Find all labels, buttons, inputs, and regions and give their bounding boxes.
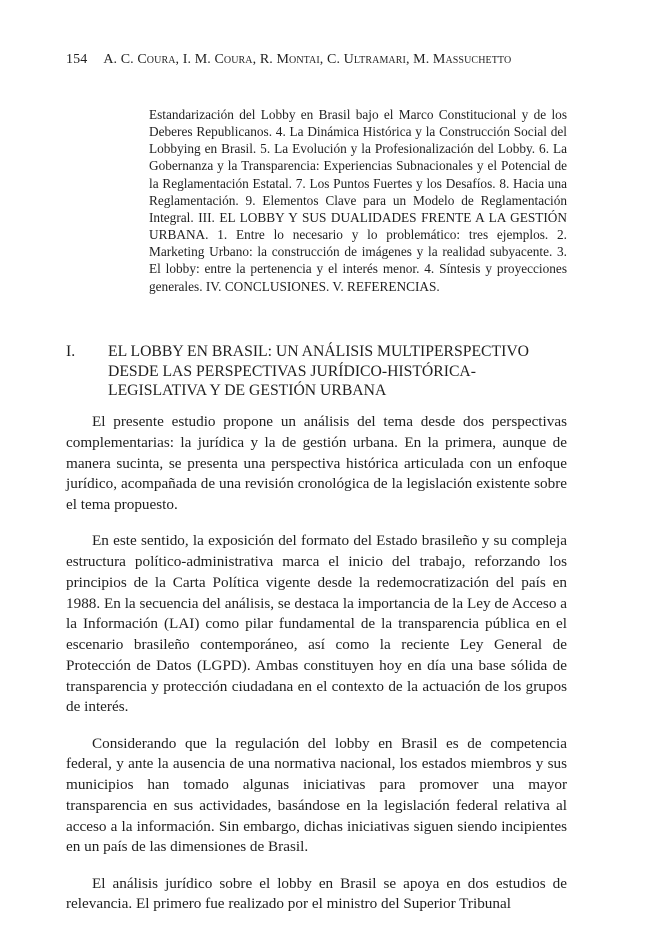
page-number: 154 [66, 52, 88, 67]
section-title: EL LOBBY EN BRASIL: UN ANÁLISIS MULTIPERSPECTIVO DESDE LAS PERSPECTIVAS JURÍDICO-HISTÓRICA-LEGISLATIVA Y DE GESTIÓN URBANA [108, 343, 529, 399]
body-text [66, 412, 567, 931]
running-header [66, 52, 511, 68]
author-list: A. C. Coura, I. M. Coura, R. Montai, C. Ultramari, M. Massuchetto [103, 52, 512, 67]
paragraph: El presente estudio propone un análisis del tema desde dos perspectivas complementarias: la jurídica y la de gestión urbana. En la primera, aunque de manera sucinta, se presenta una perspectiva histórica articulada con un enfoque jurídico, acompañada de una revisión cronológica de la legislación existente sobre el tema propuesto. [66, 413, 567, 513]
paragraph: El análisis jurídico sobre el lobby en Brasil se apoya en dos estudios de relevancia. El primero fue realizado por el ministro del Superior Tribunal [66, 874, 567, 913]
paragraph: Considerando que la regulación del lobby en Brasil es de competencia federal, y ante la ausencia de una normativa nacional, los estados miembros y sus municipios han tomado algunas iniciativas para promover una mayor transparencia en sus actividades, basándose en la legislación federal relativa al acceso a la información. Sin embargo, dichas iniciativas siguen siendo incipientes en un país de las dimensiones de Brasil. [66, 734, 567, 856]
section-number: I. [66, 343, 76, 360]
paragraph: En este sentido, la exposición del formato del Estado brasileño y su compleja estructura político-administrativa marca el inicio del trabajo, reforzando los principios de la Carta Política vigente desde la redemocratización del país en 1988. En la secuencia del análisis, se destaca la importancia de la Ley de Acceso a la Información (LAI) como pilar fundamental de la transparencia pública en el escenario brasileño contemporáneo, así como la reciente Ley General de Protección de Datos (LGPD). Ambas constituyen hoy en día una base sólida de transparencia y protección ciudadana en el contexto de la actuación de los grupos de interés. [66, 532, 567, 716]
table-of-contents-summary: Estandarización del Lobby en Brasil bajo el Marco Constitucional y de los Deberes Republicanos. 4. La Dinámica Histórica y la Construcción Social del Lobbying en Brasil. 5. La Evolución y la Profesionalización del Lobby. 6. La Gobernanza y la Transparencia: Experiencias Subnacionales y el Potencial de la Reglamentación Estatal. 7. Los Puntos Fuertes y los Desafíos. 8. Hacia una Reglamentación. 9. Elementos Clave para un Modelo de Reglamentación Integral. III. EL LOBBY Y SUS DUALIDADES FRENTE A LA GESTIÓN URBANA. 1. Entre lo necesario y lo problemático: tres ejemplos. 2. Marketing Urbano: la construcción de imágenes y la realidad subyacente. 3. El lobby: entre la pertenencia y el interés menor. 4. Síntesis y proyecciones generales. IV. CONCLUSIONES. V. REFERENCIAS. [149, 107, 567, 294]
